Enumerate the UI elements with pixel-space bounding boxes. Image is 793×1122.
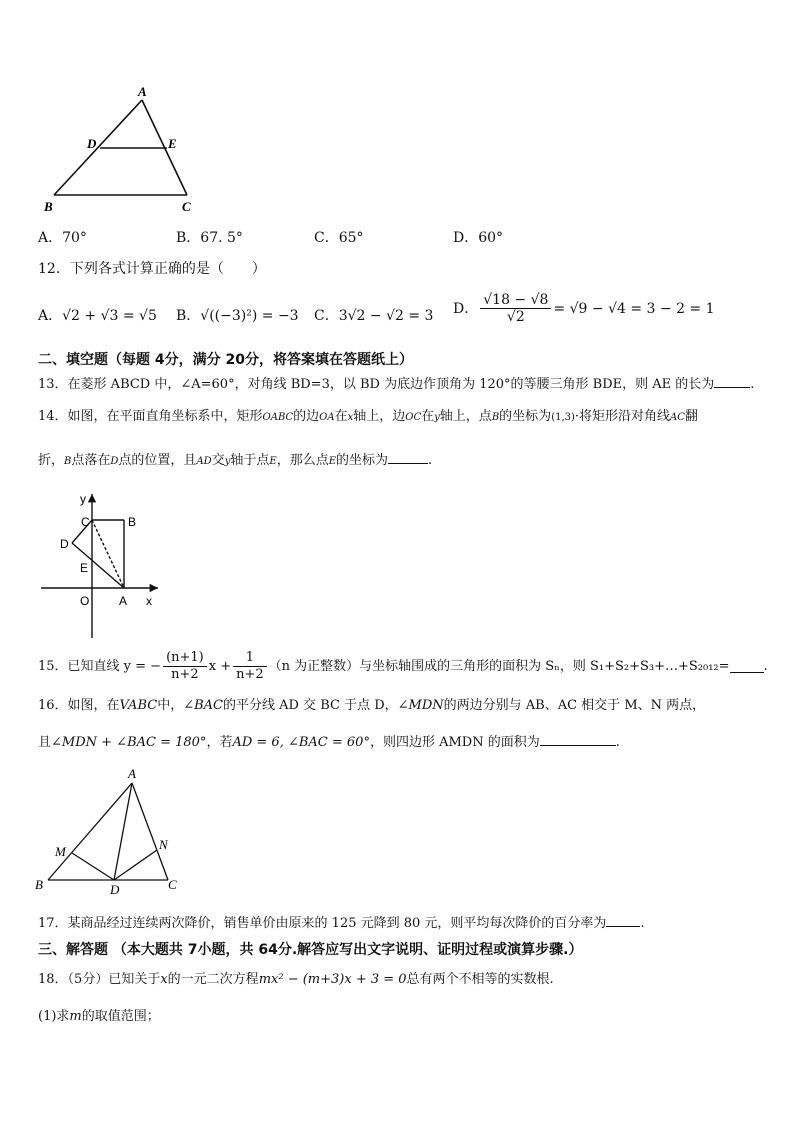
- q14-blank: [388, 451, 428, 464]
- q16-text: 且: [38, 735, 52, 750]
- label-d: D: [60, 537, 69, 551]
- q12-a-label: A．: [38, 308, 63, 324]
- q14-text: 的坐标为: [499, 409, 552, 424]
- q15-num2: 1: [233, 650, 267, 667]
- label-o: O: [80, 594, 90, 608]
- q18-text: 总有两个不相等的实数根.: [406, 972, 554, 987]
- label-c: C: [182, 199, 191, 214]
- q11-option-b: B．67. 5°: [176, 230, 243, 246]
- triangle-figure-3: [30, 765, 190, 895]
- q12-option-a: [38, 307, 157, 325]
- q16-blank: [540, 733, 616, 746]
- q16-text: ，若: [206, 735, 233, 750]
- q14-text: 点落在: [71, 453, 111, 468]
- q15-text: （n 为正整数）与坐标轴围成的三角形的面积为 Sₙ，则 S₁+S₂+S₃+…+S₂₀₁₂=: [268, 658, 730, 674]
- q14-text: 14．如图，在平面直角坐标系中，矩形: [38, 409, 263, 424]
- section-3-heading: 三、解答题 （本大题共 7小题，共 64分.解答应写出文字说明、证明过程或演算步骤.）: [38, 942, 583, 958]
- label-d: D: [87, 136, 97, 151]
- q15-blank: [730, 660, 764, 673]
- coordinate-figure-2: [36, 488, 171, 643]
- q17-text: 17．某商品经过连续两次降价，销售单价由原来的 125 元降到 80 元，则平均每次降价的百分率为: [38, 916, 607, 931]
- section-2-heading: 二、填空题（每题 4分，满分 20分，将答案填在答题纸上）: [38, 352, 413, 368]
- q12-option-c: [314, 307, 433, 325]
- label-y: y: [80, 492, 86, 506]
- q12-b-label: B．: [176, 308, 201, 324]
- q18-1-m: m: [69, 1009, 82, 1024]
- q15-num1: (n+1): [163, 650, 207, 667]
- q18-1-text: 的取值范围；: [81, 1009, 160, 1024]
- q14-text: ，那么点: [276, 453, 329, 468]
- q14-oc: OC: [405, 412, 422, 423]
- q15-den2: n+2: [236, 667, 264, 682]
- q16-text: 的两边分别与 AB、AC 相交于 M、N 两点，: [443, 698, 706, 713]
- label-e: E: [168, 136, 177, 151]
- q15-den1: n+2: [171, 667, 199, 682]
- q14-e: E: [269, 456, 277, 467]
- q12-c-label: C．: [314, 308, 339, 324]
- q16-triangle: VABC: [119, 698, 158, 713]
- label-b: B: [35, 877, 43, 892]
- q14-e: E: [328, 456, 337, 467]
- q16-ad: AD = 6,: [232, 735, 284, 750]
- q12-d-rest: = √9 − √4 = 3 − 2 = 1: [553, 300, 715, 317]
- q15: 15．已知直线 y = − $\frac{(n+1)}{n+2}$ x + $\frac{1}{n+2}$ （n 为正整数）与坐标轴围成的三角形的面积为 Sₙ，则 S₁+S₂+S₃+…+S₂₀₁₂= .: [38, 650, 768, 682]
- q14-x: x: [347, 412, 354, 423]
- q14-d: D: [110, 456, 119, 467]
- q15-fraction-1: [163, 650, 207, 683]
- q16-line-2: 且∠MDN + ∠BAC = 180°，若AD = 6, ∠BAC = 60°，则四边形 AMDN 的面积为 .: [38, 735, 620, 750]
- q17-blank: [606, 914, 640, 927]
- label-n: N: [159, 837, 168, 852]
- label-e: E: [80, 561, 89, 575]
- q16-angle-value: ∠BAC = 60°: [287, 735, 370, 750]
- q18-1-text: (1)求: [38, 1009, 70, 1024]
- label-b: B: [44, 199, 53, 214]
- q11-option-d: D．60°: [453, 230, 504, 246]
- q14-oabc: OABC: [262, 412, 294, 423]
- q13: 13．在菱形 ABCD 中，∠A=60°，对角线 BD=3，以 BD 为底边作顶角为 120°的等腰三角形 BDE，则 AE 的长为 .: [38, 377, 755, 392]
- q18-equation: mx² − (m+3)x + 3 = 0: [258, 972, 407, 987]
- q14-y: y: [434, 412, 440, 423]
- q16-text: 的平分线 AD 交 BC 于点 D，: [222, 698, 398, 713]
- q14-text: 的边: [293, 409, 320, 424]
- q15-text: x +: [208, 658, 232, 674]
- q14-text: 在: [421, 409, 435, 424]
- q14-ac: AC: [670, 412, 685, 423]
- q14-text: 轴上，点: [439, 409, 492, 424]
- q14-text: 轴上，边: [353, 409, 406, 424]
- q13-text: 13．在菱形 ABCD 中，∠A=60°，对角线 BD=3，以 BD 为底边作顶角为 120°的等腰三角形 BDE，则 AE 的长为: [38, 377, 715, 392]
- q12-d-fraction: [480, 292, 551, 325]
- q16-text: ，则四边形 AMDN 的面积为: [369, 735, 540, 750]
- q14-text: 交: [211, 453, 225, 468]
- q14-text: 在: [334, 409, 348, 424]
- q18-text: 的一元二次方程: [167, 972, 259, 987]
- q14-b: B: [491, 412, 500, 423]
- q14-text: 折，: [38, 453, 65, 468]
- q15-text: 15．已知直线 y = −: [38, 658, 162, 674]
- label-m: M: [55, 844, 66, 859]
- q12-option-b: [176, 307, 299, 325]
- q18-text: 18．（5分）已知关于: [38, 972, 161, 987]
- q14-y: y: [224, 456, 231, 467]
- q14-text: ·将矩形沿对角线: [574, 409, 671, 424]
- q15-fraction-2: [233, 650, 267, 683]
- q12-d-den: √2: [506, 309, 525, 325]
- q12-b-expr: √((−3)²) = −3: [200, 308, 299, 324]
- q16-angle-mdn: ∠MDN: [397, 698, 444, 713]
- q12-stem: 12．下列各式计算正确的是（ ）: [38, 261, 266, 277]
- q14-text: 轴于点: [230, 453, 270, 468]
- label-a: A: [119, 594, 128, 608]
- triangle-figure-1: [40, 78, 210, 228]
- q16-angle-bac: ∠BAC: [183, 698, 223, 713]
- q18-part-1: [38, 1008, 160, 1026]
- label-a: A: [128, 766, 136, 781]
- q16-line-1: [38, 697, 705, 715]
- q14-ad: AD: [196, 456, 212, 467]
- q12-d-num: √18 − √8: [480, 292, 551, 309]
- label-x: x: [146, 594, 152, 608]
- label-b: B: [128, 515, 137, 529]
- q11-option-a: A．70°: [38, 230, 87, 246]
- q14-line-2: 折，B点落在D点的位置，且AD交y轴于点E，那么点E的坐标为 .: [38, 453, 433, 468]
- q18-x: x: [160, 972, 168, 987]
- q14-text: 的坐标为: [336, 453, 389, 468]
- q17: 17．某商品经过连续两次降价，销售单价由原来的 125 元降到 80 元，则平均每次降价的百分率为 .: [38, 916, 645, 931]
- q11-option-c: C．65°: [314, 230, 364, 246]
- q18: [38, 971, 554, 989]
- q14-line-1: [38, 408, 698, 427]
- q16-condition: ∠MDN + ∠BAC = 180°: [51, 735, 207, 750]
- q12-d-label: D．: [453, 300, 479, 317]
- label-c: C: [168, 877, 177, 892]
- q16-text: 中，: [157, 698, 184, 713]
- q12-option-d: [453, 292, 715, 325]
- label-a: A: [138, 84, 147, 99]
- q12-a-expr: √2 + √3 = √5: [62, 308, 157, 324]
- q16-text: 16．如图，在: [38, 698, 120, 713]
- label-d: D: [110, 882, 120, 895]
- q14-coord: (1,3): [551, 412, 575, 423]
- q13-blank: [714, 375, 750, 388]
- q14-oa: OA: [319, 412, 335, 423]
- q14-text: 翻: [684, 409, 698, 424]
- q12-c-expr: 3√2 − √2 = 3: [338, 308, 434, 324]
- q14-text: 点的位置，且: [118, 453, 197, 468]
- q14-b: B: [64, 456, 72, 467]
- label-c: C: [81, 515, 90, 529]
